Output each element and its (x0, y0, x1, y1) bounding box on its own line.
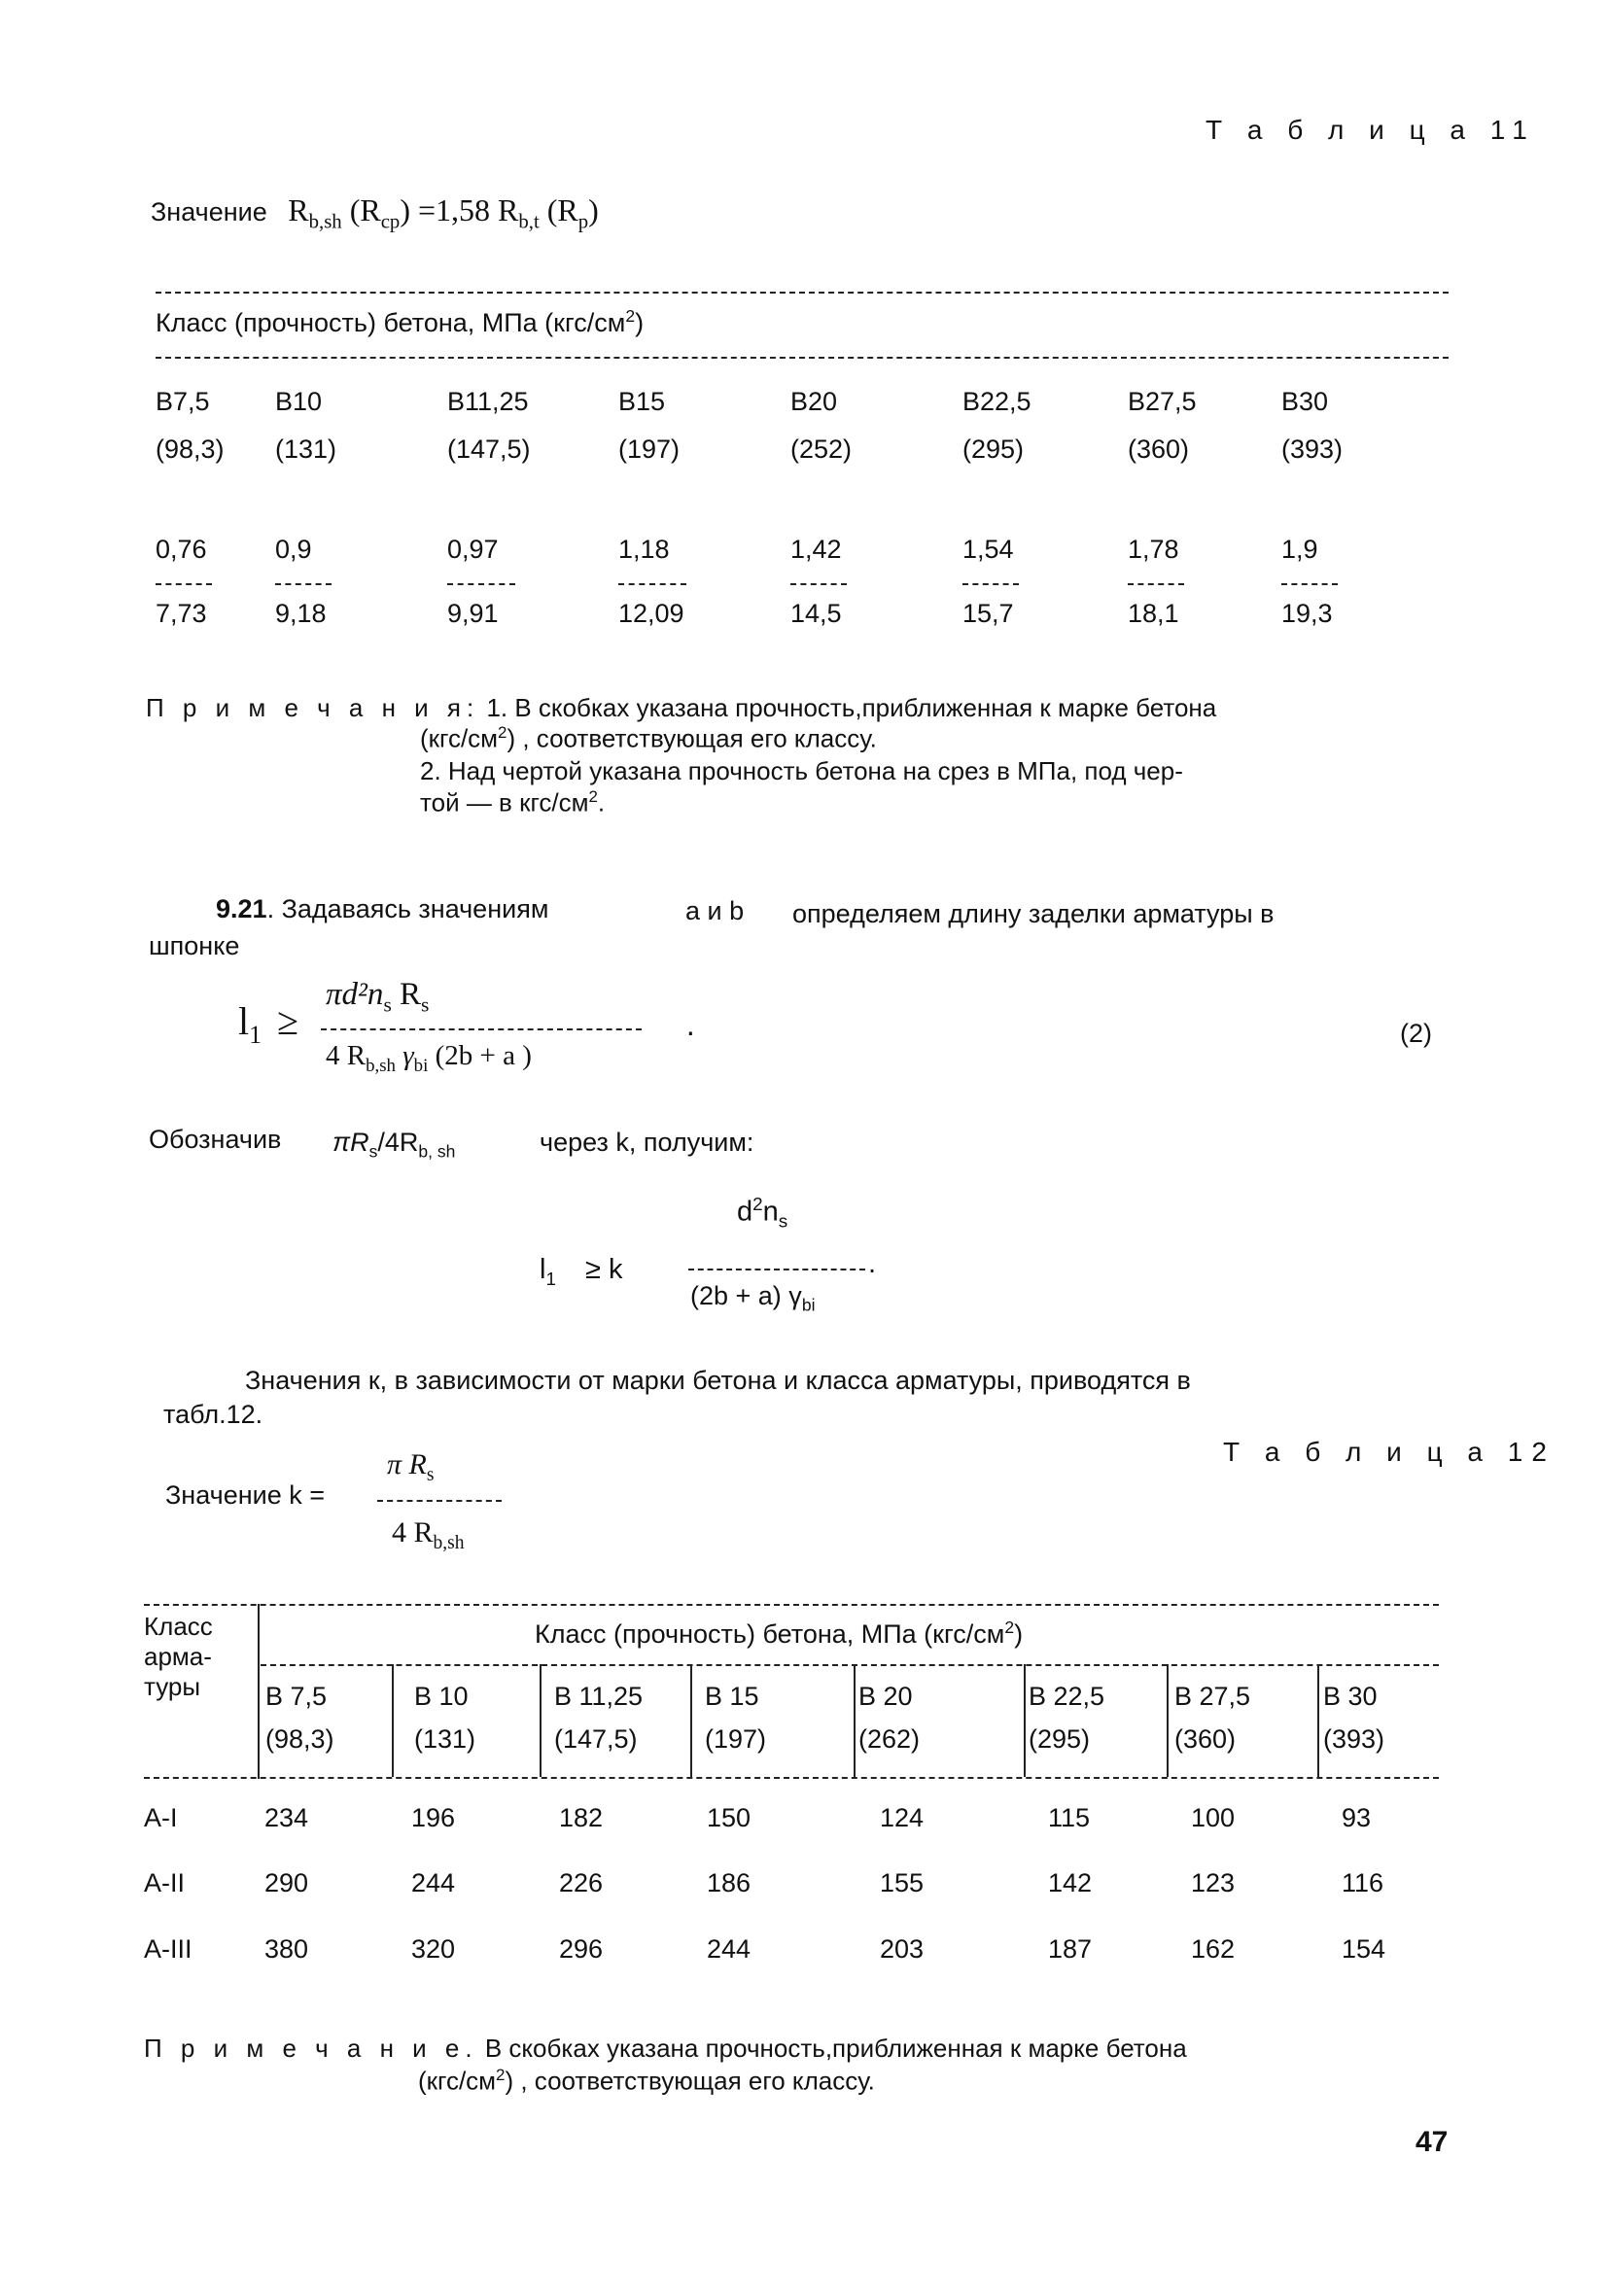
t12-cell-value: 244 (411, 1868, 456, 1897)
formula-1-dot: · (685, 1014, 696, 1049)
section-text-c: шпонке (149, 931, 240, 960)
formula-1-den-sub: b,sh (366, 1055, 396, 1076)
denote-sub2: b, sh (418, 1141, 456, 1162)
t12-cell-value: 186 (707, 1868, 752, 1897)
formula-2-ge: ≥ k (585, 1254, 623, 1285)
formula-1-lhs (238, 998, 298, 1050)
note-sup: 2 (588, 787, 598, 806)
t12-class-label: B 7,5 (265, 1682, 328, 1711)
t11-fraction-bar (618, 583, 686, 585)
header-text: Класс (прочность) бетона, МПа (кгс/см (156, 308, 626, 337)
t12-strength-label: (393) (1323, 1724, 1385, 1754)
formula-1-denominator (326, 1040, 532, 1077)
t12-cell-value: 290 (264, 1868, 309, 1897)
t12-row-name: A-II (144, 1868, 186, 1897)
note-line-2: (кгс/см (418, 2066, 497, 2096)
header-end: ) (1014, 1619, 1024, 1649)
table-12-rowhead (144, 1612, 213, 1702)
t11-value-kgf: 14,5 (790, 599, 842, 628)
t12-column-divider (690, 1664, 692, 1777)
t11-value-mpa: 1,54 (962, 535, 1014, 564)
formula-1-l: l (238, 999, 250, 1043)
t12-class-label: B 20 (858, 1682, 913, 1711)
t12-den-sub: b,sh (433, 1533, 465, 1553)
table-12-label: Т а б л и ц а 12 (1223, 1437, 1556, 1467)
t12-class-label: B 22,5 (1029, 1682, 1105, 1711)
formula-1-num-sub2: s (421, 992, 430, 1017)
t12-strength-label: (131) (414, 1724, 476, 1754)
formula-2-d: d (737, 1196, 753, 1228)
formula-2-l: l (540, 1254, 546, 1285)
t12-cell-value: 154 (1342, 1934, 1386, 1964)
notes-label: П р и м е ч а н и я: (146, 693, 480, 722)
t12-cell-value: 182 (559, 1803, 604, 1832)
formula-1-num-end: R (391, 977, 422, 1012)
t11-class-label: B10 (275, 387, 323, 416)
formula-1-den: 4 R (326, 1040, 367, 1071)
t11-value-kgf: 15,7 (962, 599, 1014, 628)
table-12-note-2 (418, 2066, 875, 2097)
rowhead-line: Класс (144, 1612, 213, 1641)
formula-2-den: (2b + a) γ (690, 1281, 802, 1310)
t11-class-label: B22,5 (962, 387, 1031, 416)
t12-strength-label: (147,5) (554, 1724, 638, 1754)
page-number: 47 (1416, 2126, 1449, 2158)
t12-cell-value: 296 (559, 1934, 604, 1964)
t12-cell-value: 123 (1191, 1868, 1236, 1897)
t11-fraction-bar (447, 583, 515, 585)
t12-cell-value: 116 (1342, 1868, 1384, 1897)
t11-class-label: B27,5 (1128, 387, 1197, 416)
header-sup: 2 (1004, 1618, 1015, 1637)
table-11-title (151, 192, 599, 233)
t12-den: 4 R (392, 1516, 434, 1548)
t11-value-mpa: 1,9 (1281, 535, 1318, 564)
note-line-1: В скобках указана прочность,приближенная к марке бетона (484, 2034, 1187, 2063)
t12-strength-label: (295) (1029, 1724, 1091, 1754)
t12-column-divider (1167, 1664, 1169, 1777)
formula-1-num-sub: s (383, 992, 392, 1017)
t12-strength-label: (360) (1174, 1724, 1237, 1754)
t11-strength-label: (131) (275, 435, 337, 464)
section-vars: a и b (685, 896, 745, 925)
t11-value-mpa: 1,42 (790, 535, 842, 564)
t11-fraction-bar (275, 583, 332, 585)
formula-2-fraction-bar (688, 1269, 865, 1270)
formula-sub: b,t (518, 210, 540, 233)
t11-strength-label: (147,5) (447, 435, 531, 464)
formula-1-den-end: (2b + a ) (428, 1040, 532, 1071)
denote-mid: /4R (377, 1128, 419, 1157)
formula-sub: cp (380, 210, 401, 233)
formula-2-l-sub: 1 (545, 1268, 556, 1289)
t12-cell-value: 226 (559, 1868, 604, 1897)
t12-class-label: B 10 (414, 1682, 469, 1711)
t11-class-label: B11,25 (447, 387, 529, 416)
t11-value-mpa: 0,9 (275, 535, 312, 564)
t11-strength-label: (360) (1128, 435, 1190, 464)
t12-column-divider (392, 1664, 394, 1777)
section-text: . Задаваясь значениям (266, 894, 549, 923)
t12-class-label: B 11,25 (554, 1682, 644, 1711)
t11-value-kgf: 19,3 (1281, 599, 1333, 628)
formula-2-dot: . (868, 1248, 877, 1279)
t12-strength-label: (98,3) (265, 1724, 334, 1754)
formula-1-l-sub: 1 (249, 1021, 262, 1049)
formula-part: ) =1,58 R (400, 192, 519, 227)
t11-strength-label: (197) (618, 435, 681, 464)
t11-value-kgf: 18,1 (1128, 599, 1179, 628)
t12-column-divider (540, 1664, 542, 1777)
formula-part: (R (341, 192, 381, 227)
rowhead-line: туры (144, 1672, 201, 1701)
t11-strength-label: (393) (1281, 435, 1344, 464)
table-12-header-rule (261, 1664, 1439, 1666)
formula-2-n-sub: s (778, 1210, 788, 1232)
table-11-label: Т а б л и ц а 11 (1206, 115, 1536, 145)
formula-2-n: n (762, 1196, 779, 1228)
section-number: 9.21 (216, 894, 267, 923)
t12-cell-value: 380 (264, 1934, 309, 1964)
t11-strength-label: (252) (790, 435, 853, 464)
formula-sub: p (577, 210, 589, 233)
note-label: П р и м е ч а н и е. (144, 2034, 478, 2063)
t11-value-kgf: 7,73 (156, 599, 207, 628)
t12-num-sub: s (426, 1465, 435, 1485)
t12-column-divider (1024, 1664, 1026, 1777)
t11-value-mpa: 1,18 (618, 535, 670, 564)
t12-strength-label: (262) (858, 1724, 921, 1754)
formula-2-numerator (737, 1194, 787, 1232)
t11-fraction-bar (156, 583, 212, 585)
table-12-title-fraction-bar (377, 1500, 502, 1502)
table-11-note-2b (420, 787, 605, 818)
note-end: ) , соответствующая его классу. (507, 723, 877, 753)
t12-cell-value: 100 (1191, 1803, 1236, 1832)
formula-1-fraction-bar (321, 1028, 642, 1030)
denote-text-b: через k, получим: (540, 1128, 754, 1157)
paragraph-line-2: табл.12. (163, 1400, 263, 1429)
paragraph-line-1: Значения к, в зависимости от марки бетона и класса арматуры, приводятся в (245, 1366, 1191, 1395)
rowhead-line: арма- (144, 1642, 212, 1671)
t11-value-mpa: 0,76 (156, 535, 207, 564)
t12-cell-value: 115 (1048, 1803, 1091, 1832)
note-2-line-2: той — в кгс/см (420, 787, 589, 818)
table-11-note-2a: 2. Над чертой указана прочность бетона на срез в МПа, под чер- (420, 756, 1183, 785)
t12-cell-value: 320 (411, 1934, 456, 1964)
formula-2-lhs (540, 1254, 622, 1290)
table-12-top-rule (144, 1604, 1439, 1606)
t12-cell-value: 142 (1048, 1868, 1093, 1897)
header-sup: 2 (625, 306, 636, 326)
table-12-header (535, 1618, 1023, 1650)
t11-strength-label: (98,3) (156, 435, 225, 464)
note-end: ) , соответствующая его классу. (505, 2066, 875, 2096)
t12-row-name: A-I (144, 1803, 178, 1832)
t11-strength-label: (295) (962, 435, 1025, 464)
formula-2-d-sup: 2 (752, 1194, 763, 1214)
t11-fraction-bar (790, 583, 847, 585)
t11-value-kgf: 9,18 (275, 599, 327, 628)
header-end: ) (635, 308, 645, 337)
note-sup: 2 (498, 723, 507, 742)
formula-sub: b,sh (308, 210, 342, 233)
t11-fraction-bar (962, 583, 1019, 585)
note-1-line-1: 1. В скобках указана прочность,приближенная к марке бетона (486, 693, 1217, 722)
formula-2-den-sub: bi (801, 1295, 816, 1315)
t12-class-label: B 15 (705, 1682, 759, 1711)
denote-pi-r: πR (332, 1128, 369, 1157)
table-12-note (144, 2034, 1187, 2064)
formula-1-gamma: γ (395, 1040, 414, 1071)
t11-class-label: B7,5 (156, 387, 210, 416)
formula-1-gamma-sub: bi (413, 1055, 429, 1076)
t12-cell-value: 162 (1191, 1934, 1236, 1964)
t12-cell-value: 187 (1048, 1934, 1093, 1964)
t12-strength-label: (197) (705, 1724, 767, 1754)
t11-value-mpa: 0,97 (447, 535, 499, 564)
t12-cell-value: 234 (264, 1803, 309, 1832)
t11-value-kgf: 12,09 (618, 599, 684, 628)
table-12-title-den (392, 1516, 464, 1554)
t12-cell-value: 244 (707, 1934, 752, 1964)
table-12-rowhead-divider (258, 1604, 260, 1779)
denote-text-a: Обозначив (149, 1125, 282, 1154)
denote-formula (332, 1128, 455, 1162)
t12-class-label: B 27,5 (1174, 1682, 1251, 1711)
t11-value-kgf: 9,91 (447, 599, 499, 628)
note-end: . (597, 787, 606, 818)
formula-1-numerator (326, 977, 429, 1018)
t12-cell-value: 150 (707, 1803, 752, 1832)
formula-1-num: πd²n (326, 977, 384, 1012)
t12-cell-value: 93 (1342, 1803, 1372, 1832)
formula-1-number: (2) (1400, 1019, 1432, 1048)
header-text: Класс (прочность) бетона, МПа (кгс/см (535, 1619, 1005, 1649)
t11-class-label: B15 (618, 387, 666, 416)
table-11-header-rule (156, 357, 1449, 359)
note-1-line-2: (кгс/см (420, 723, 499, 753)
table-12-body-rule (144, 1777, 1439, 1779)
title-prefix: Значение (151, 197, 267, 226)
t11-fraction-bar (1128, 583, 1184, 585)
t11-value-mpa: 1,78 (1128, 535, 1179, 564)
t11-class-label: B20 (790, 387, 838, 416)
t12-row-name: A-III (144, 1934, 192, 1964)
t11-class-label: B30 (1281, 387, 1329, 416)
t11-fraction-bar (1281, 583, 1338, 585)
section-9-21-line1 (216, 894, 548, 924)
table-12-title-prefix: Значение k = (165, 1480, 326, 1510)
formula-part: (R (539, 192, 578, 227)
table-11-header (156, 306, 644, 338)
t12-column-divider (1317, 1664, 1319, 1777)
t12-pi-r: π R (387, 1448, 427, 1480)
table-11-note-1b (420, 723, 877, 754)
t12-cell-value: 124 (880, 1803, 925, 1832)
t12-column-divider (854, 1664, 856, 1777)
note-sup: 2 (496, 2066, 506, 2084)
section-text-b: определяем длину заделки арматуры в (792, 899, 1275, 928)
formula-r: R (288, 192, 309, 227)
table-12-title-num (387, 1448, 434, 1486)
formula-2-denominator (690, 1281, 815, 1315)
table-11-top-rule (156, 292, 1449, 294)
t12-cell-value: 196 (411, 1803, 456, 1832)
formula-part: ) (588, 192, 599, 227)
formula-1-ge: ≥ (277, 999, 299, 1043)
table-11-notes (146, 693, 1216, 722)
t12-cell-value: 203 (880, 1934, 925, 1964)
denote-sub1: s (368, 1141, 378, 1162)
t12-cell-value: 155 (880, 1868, 925, 1897)
t12-class-label: B 30 (1323, 1682, 1378, 1711)
